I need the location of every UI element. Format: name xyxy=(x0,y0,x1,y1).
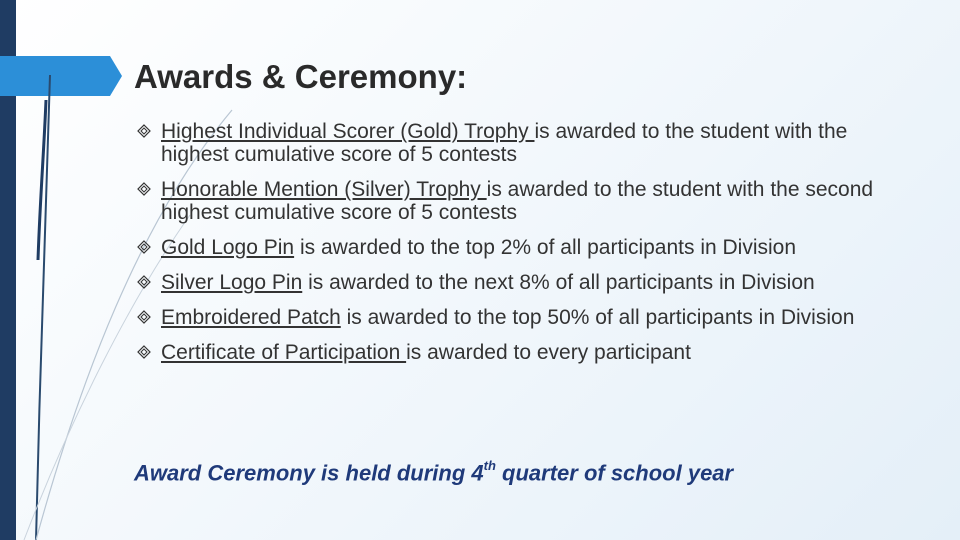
award-description: is awarded to the student with the highest cumulative score of 5 contests xyxy=(161,120,848,166)
award-description: is awarded to the top 50% of all participants in Division xyxy=(340,306,855,329)
ceremony-text-before: Award Ceremony is held during 4 xyxy=(134,460,484,486)
list-item xyxy=(134,178,914,224)
awards-list xyxy=(134,120,914,376)
award-description: is awarded to every participant xyxy=(406,341,691,364)
list-item xyxy=(134,271,914,294)
diamond-bullet-icon xyxy=(137,310,151,324)
award-description: is awarded to the next 8% of all participants in Division xyxy=(302,271,815,294)
slide-title: Awards & Ceremony: xyxy=(134,58,468,95)
list-item xyxy=(134,306,914,329)
award-name: Highest Individual Scorer (Gold) Trophy xyxy=(161,120,535,143)
diamond-bullet-icon xyxy=(137,240,151,254)
ceremony-text-after: quarter of school year xyxy=(495,460,734,486)
diamond-bullet-icon xyxy=(137,275,151,289)
award-name: Embroidered Patch xyxy=(161,306,341,329)
award-description: is awarded to the top 2% of all participants in Division xyxy=(294,236,797,259)
ceremony-superscript: th xyxy=(483,458,496,473)
award-name: Certificate of Participation xyxy=(161,341,407,364)
award-description: is awarded to the student with the second highest cumulative score of 5 contests xyxy=(161,178,874,224)
diamond-bullet-icon xyxy=(137,124,151,138)
award-name: Silver Logo Pin xyxy=(161,271,303,294)
award-name: Gold Logo Pin xyxy=(161,236,295,259)
list-item xyxy=(134,341,914,364)
list-item xyxy=(134,236,914,259)
list-item xyxy=(134,120,914,166)
diamond-bullet-icon xyxy=(137,345,151,359)
award-name: Honorable Mention (Silver) Trophy xyxy=(161,178,487,201)
ceremony-note xyxy=(134,460,733,486)
title-arrow-shape xyxy=(0,56,130,96)
diamond-bullet-icon xyxy=(137,182,151,196)
